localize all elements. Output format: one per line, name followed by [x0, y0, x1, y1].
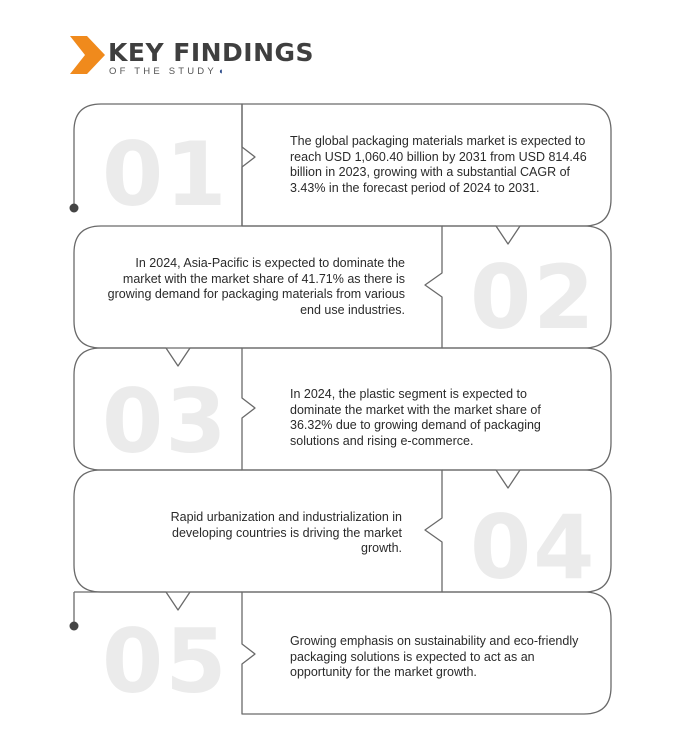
crescent-icon: ◖ — [218, 66, 224, 76]
finding-number-01: 01 — [102, 123, 229, 226]
finding-text-04: Rapid urbanization and industrialization in developing countries is driving the market growth. — [170, 510, 402, 555]
connector-dot-end — [70, 622, 79, 631]
page-title: KEY FINDINGS — [108, 38, 315, 67]
finding-text-03: In 2024, the plastic segment is expected to dominate the market with the market share of 36.32% due to growing demand of packaging solutions and rising e-commerce. — [290, 387, 541, 448]
finding-text-02: In 2024, Asia-Pacific is expected to dominate the market with the market share of 41.71% as there is growing demand for packaging materials from various end use industries. — [107, 256, 405, 317]
finding-text-05: Growing emphasis on sustainability and eco-friendly packaging solutions is expected to act as an opportunity for the market growth. — [290, 634, 579, 679]
finding-text-01: The global packaging materials market is expected to reach USD 1,060.40 billion by 2031 from USD 814.46 billion in 2023, growing with a substantial CAGR of 3.43% in the forecast period of 2024 to 2031. — [290, 134, 587, 195]
finding-number-02: 02 — [470, 246, 597, 349]
finding-number-05: 05 — [102, 610, 229, 713]
connector-dot-start — [70, 204, 79, 213]
finding-number-03: 03 — [102, 370, 229, 473]
finding-number-04: 04 — [470, 496, 597, 599]
page-subtitle: OF THE STUDY — [109, 66, 217, 77]
